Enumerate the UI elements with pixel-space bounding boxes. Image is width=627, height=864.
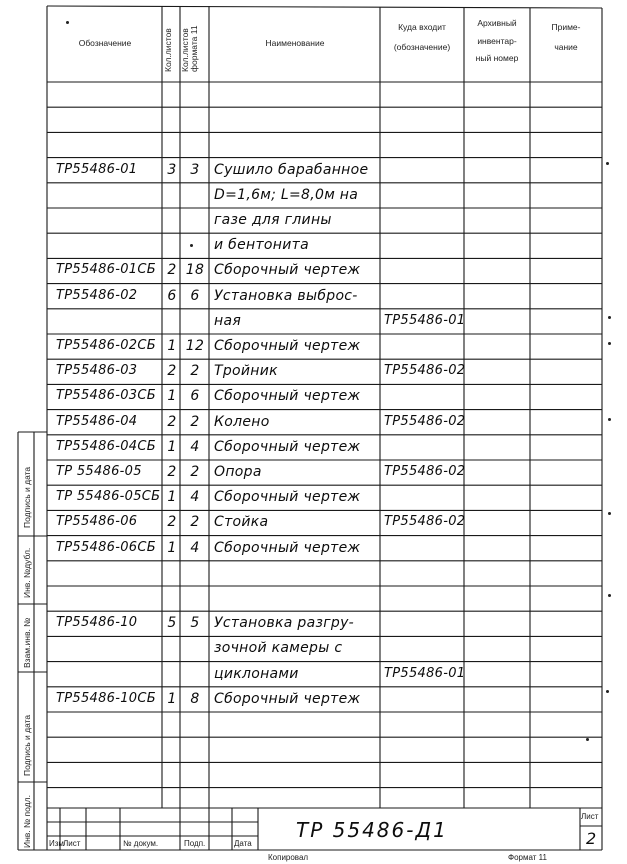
header-sheets-format: Кол.листов формата 11 [180, 25, 200, 72]
row-sheets-format: 4 [190, 438, 200, 455]
row-designation: ТР 55486-05 [56, 464, 142, 479]
row-where-used: ТР55486-02 [384, 413, 466, 429]
row-sheets-count: 2 [167, 413, 177, 430]
scan-dot [608, 512, 611, 515]
row-name: Сборочный чертеж [214, 489, 361, 506]
row-sheets-count: 1 [167, 388, 177, 405]
footer-copied: Копировал [268, 853, 309, 862]
row-designation: ТР55486-06СБ [56, 539, 156, 555]
row-where-used: ТР55486-01 [384, 665, 466, 681]
row-name: Установка выброс- [214, 287, 358, 304]
row-sheets-format: 3 [190, 161, 200, 178]
row-where-used: ТР55486-02 [384, 514, 466, 530]
header-archive-1: Архивный [477, 18, 517, 28]
row-sheets-format: 8 [190, 690, 200, 707]
row-name: Установка разгру- [214, 615, 355, 632]
scan-dot [608, 316, 611, 319]
row-sheets-count: 2 [167, 363, 177, 380]
row-sheets-count: 1 [167, 690, 177, 707]
header-name: Наименование [265, 38, 325, 48]
row-name: и бентонита [214, 237, 309, 254]
row-name: циклонами [214, 665, 299, 682]
row-sheets-count: 2 [167, 262, 177, 279]
header-designation: Обозначение [78, 38, 132, 48]
row-sheets-format: 2 [190, 464, 200, 480]
scan-dot [606, 690, 609, 693]
row-sheets-format: 2 [190, 413, 200, 430]
row-sheets-format: 4 [190, 539, 200, 556]
side-original-inventory: Инв. № подл. [22, 795, 32, 848]
footer-list: Лист [63, 839, 81, 848]
row-name: Тройник [214, 363, 278, 380]
row-designation: ТР55486-04СБ [56, 438, 156, 454]
row-sheets-format: 4 [190, 489, 200, 506]
row-where-used: ТР55486-01 [384, 312, 466, 328]
scan-dot [66, 21, 69, 24]
row-name: D=1,6м; L=8,0м на [214, 186, 359, 203]
row-designation: ТР55486-06 [56, 514, 138, 530]
scan-dot [190, 244, 193, 247]
side-signature-date-bottom: Подпись и дата [22, 714, 32, 776]
scan-dot [608, 342, 611, 345]
row-designation: ТР 55486-05СБ [56, 489, 161, 505]
row-where-used: ТР55486-02 [384, 363, 466, 379]
row-name: Опора [214, 464, 262, 480]
scan-dot [608, 418, 611, 421]
footer-date: Дата [234, 839, 252, 848]
row-name: зочной камеры с [214, 640, 343, 657]
footer-sign: Подп. [184, 839, 206, 848]
row-designation: ТР55486-04 [56, 413, 138, 429]
row-sheets-count: 3 [167, 161, 177, 178]
footer-doc-no: № докум. [123, 839, 159, 848]
row-name: Сборочный чертеж [214, 539, 361, 556]
scan-dot [606, 162, 609, 165]
row-designation: ТР55486-02СБ [56, 338, 156, 353]
row-sheets-format: 6 [190, 388, 200, 405]
row-name: Стойка [214, 514, 269, 531]
footer-sheet-label: Лист [581, 812, 599, 821]
header-where-used-1: Куда входит [398, 22, 446, 32]
side-duplicate-inventory: Инв. №дубл. [22, 547, 32, 598]
row-sheets-count: 1 [167, 338, 177, 354]
row-sheets-count: 1 [167, 489, 177, 506]
footer-sheet-number: 2 [586, 829, 597, 848]
header-notes-1: Приме- [551, 22, 581, 32]
row-where-used: ТР55486-02 [384, 464, 466, 479]
footer-izm: Изм [49, 839, 64, 848]
header-notes-2: чание [554, 42, 578, 52]
row-sheets-count: 2 [167, 464, 177, 480]
row-sheets-format: 5 [190, 615, 200, 632]
header-archive-3: ный номер [475, 53, 519, 63]
row-name: Сборочный чертеж [214, 338, 361, 354]
row-designation: ТР55486-02 [56, 287, 138, 303]
row-name: Сборочный чертеж [214, 388, 361, 405]
row-designation: ТР55486-03СБ [56, 388, 156, 404]
row-name: Сборочный чертеж [214, 262, 361, 279]
row-sheets-format: 2 [190, 363, 200, 380]
row-designation: ТР55486-01 [56, 161, 138, 177]
header-sheets-count: Кол.листов [163, 28, 173, 72]
row-name: Сборочный чертеж [214, 438, 361, 455]
row-sheets-count: 5 [167, 615, 177, 632]
footer-format: Формат 11 [508, 853, 547, 862]
row-sheets-format: 12 [185, 338, 205, 354]
row-name: Сборочный чертеж [214, 690, 361, 707]
row-name: Сушило барабанное [214, 161, 369, 178]
side-replacement-inventory: Взам.инв. № [22, 617, 32, 668]
row-sheets-format: 6 [190, 287, 200, 304]
row-name: газе для глины [214, 212, 332, 228]
row-name: ная [214, 312, 242, 329]
row-sheets-count: 1 [167, 539, 177, 556]
row-sheets-count: 2 [167, 514, 177, 531]
header-archive-2: инвентар- [477, 36, 517, 46]
scan-dot [586, 738, 589, 741]
header-where-used-2: (обозначение) [393, 42, 451, 52]
row-designation: ТР55486-01СБ [56, 262, 156, 278]
row-name: Колено [214, 413, 270, 430]
footer-designation: ТР 55486-Д1 [296, 818, 448, 842]
side-signature-date-top: Подпись и дата [22, 466, 32, 528]
row-sheets-count: 1 [167, 438, 177, 455]
row-sheets-format: 2 [190, 514, 200, 531]
scan-dot [608, 594, 611, 597]
row-designation: ТР55486-10СБ [56, 690, 156, 706]
row-sheets-format: 18 [185, 262, 205, 279]
row-designation: ТР55486-03 [56, 363, 138, 379]
row-designation: ТР55486-10 [56, 615, 138, 631]
row-sheets-count: 6 [167, 287, 177, 304]
